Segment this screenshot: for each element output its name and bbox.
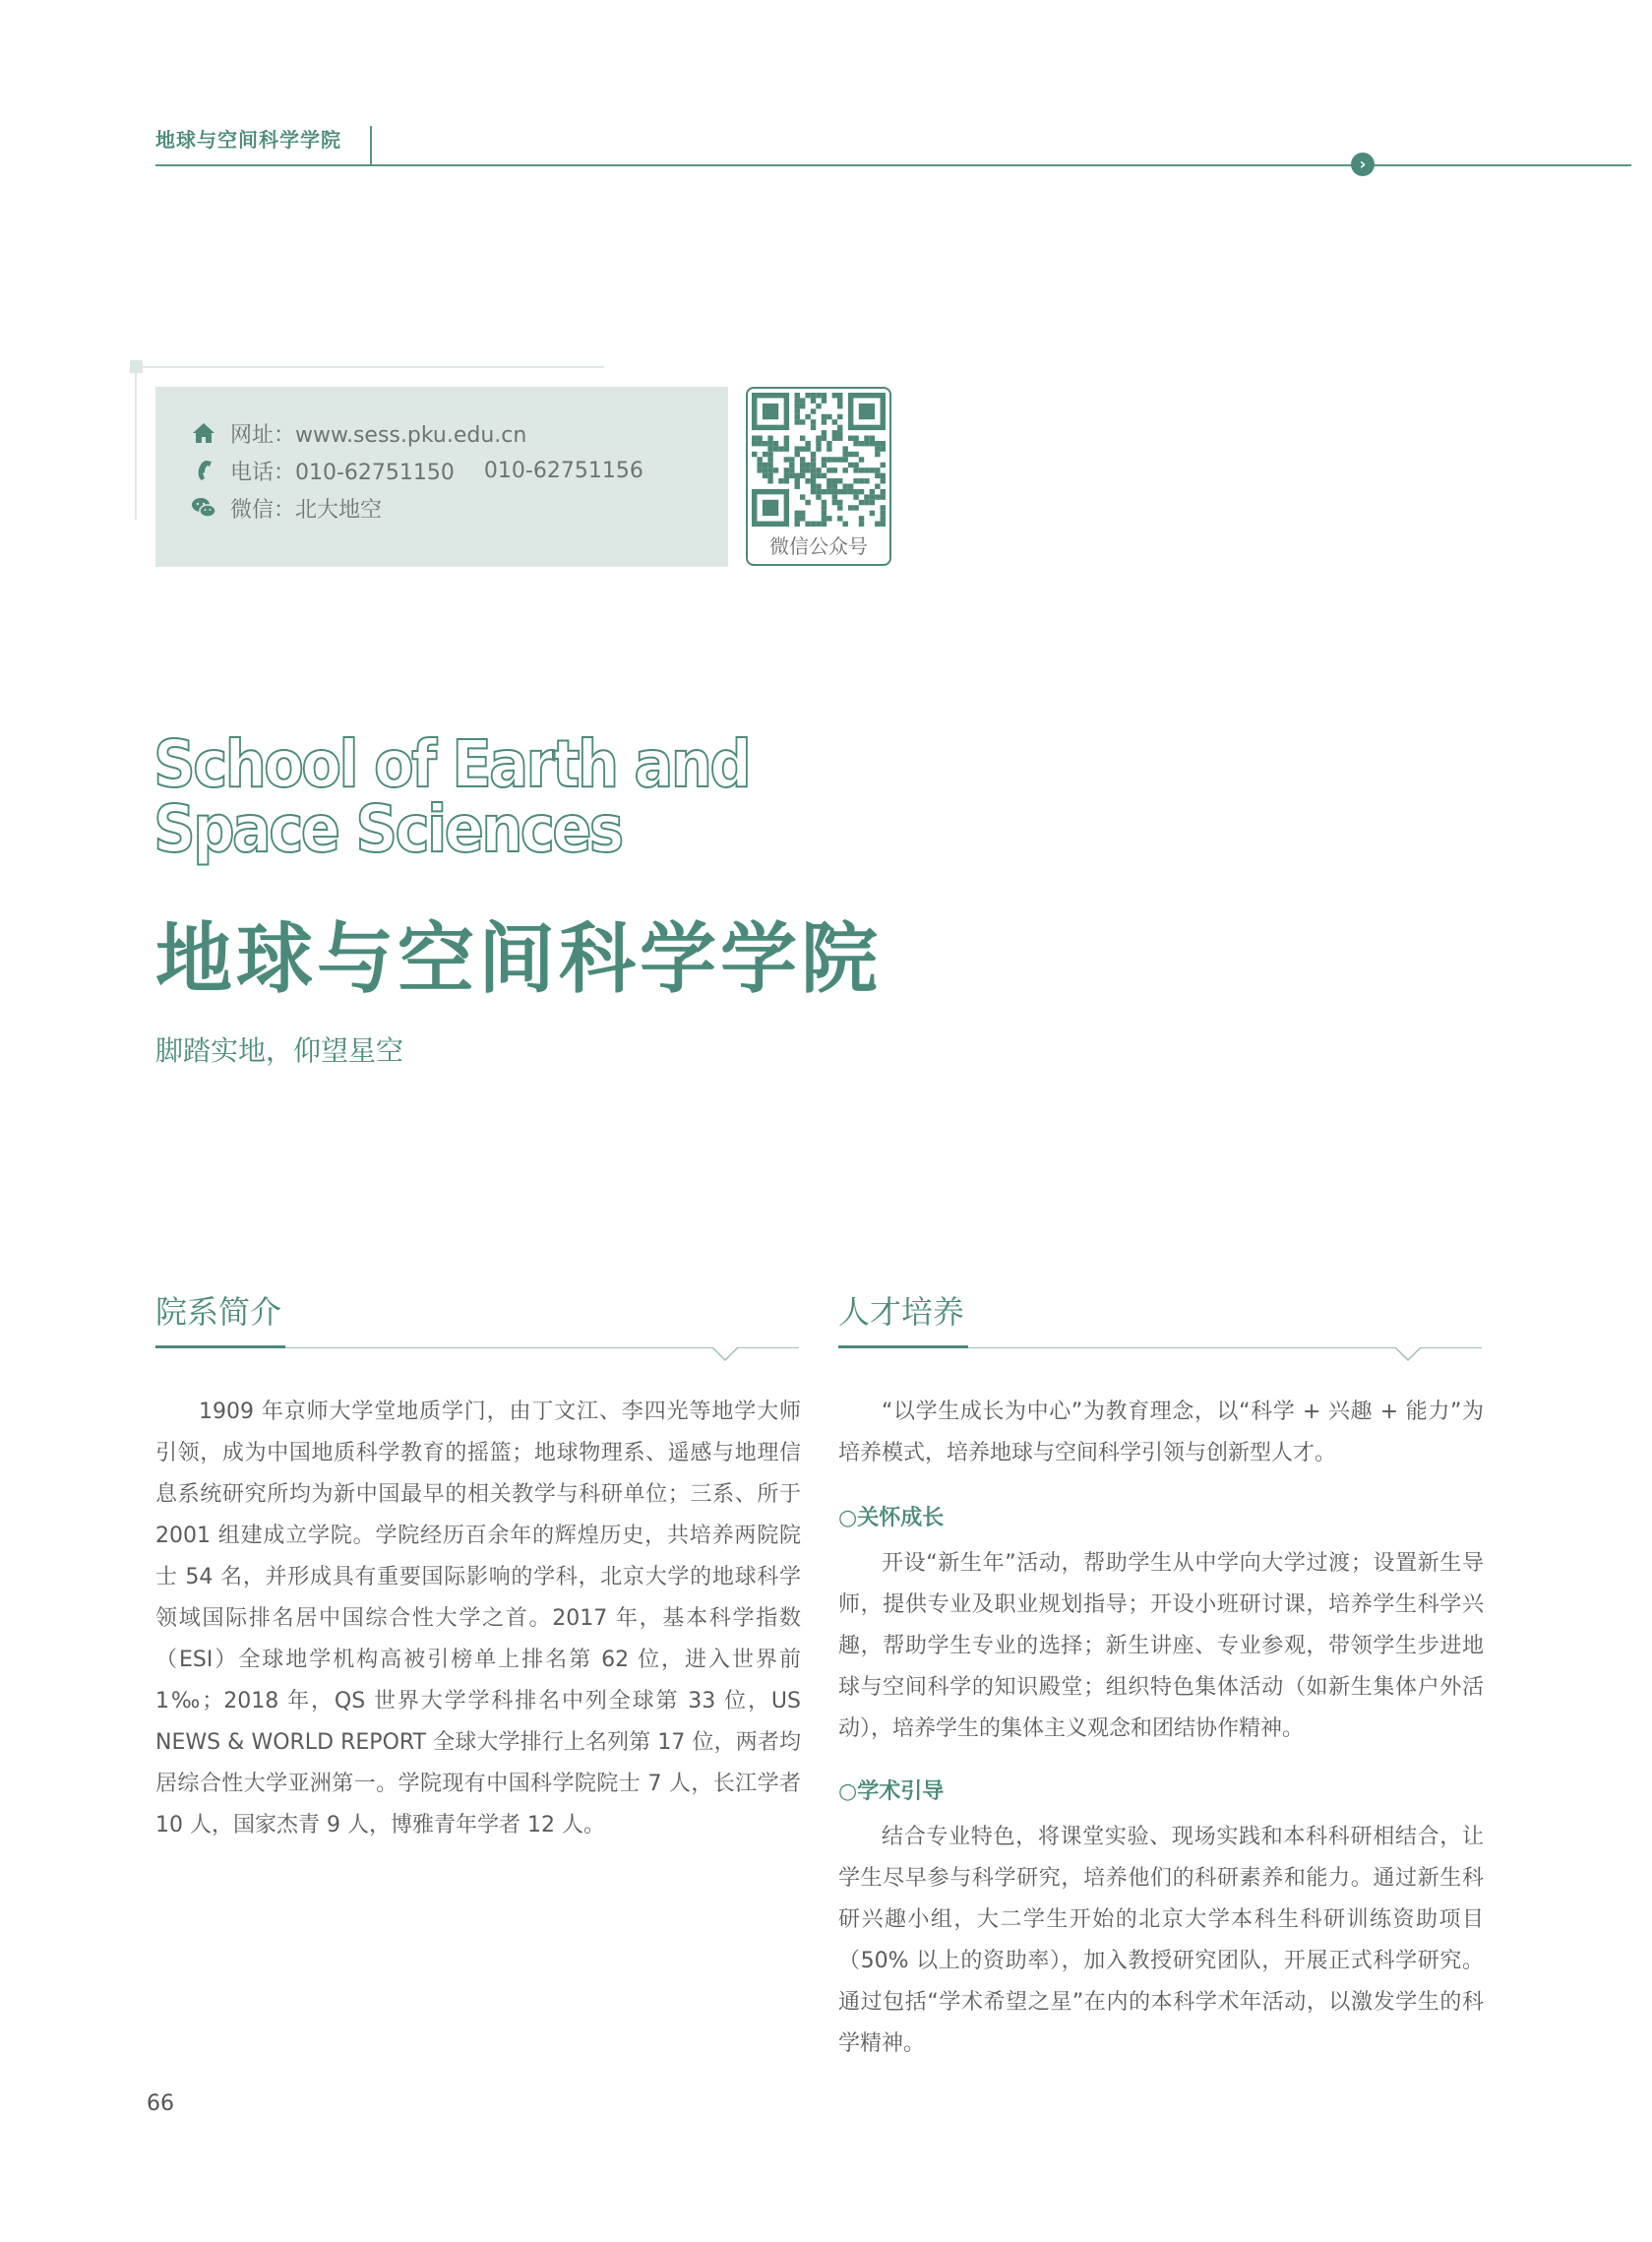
header-rule [155, 164, 1631, 166]
subheading-care-growth: ○关怀成长 [838, 1506, 945, 1530]
qr-code[interactable] [752, 393, 886, 527]
section-heading-intro: 院系简介 [155, 1293, 282, 1331]
english-title-line1: School of Earth and [153, 726, 750, 802]
contact-phone-primary: 电话：010-62751150 [230, 460, 455, 485]
contact-phone-row [191, 456, 643, 485]
wechat-icon [191, 495, 216, 521]
phone-icon [191, 458, 216, 483]
intro-paragraph: 1909 年京师大学堂地质学门，由丁文江、李四光等地学大师引领，成为中国地质科学教育的摇篮；地球物理系、遥感与地理信息系统研究所均为新中国最早的相关教学与科研单位；三系、所于 2001 组建成立学院。学院经历百余年的辉煌历史，共培养两院院士 54 名，并形成具有重要国际影响的学科，北京大学的地球科学领域国际排名居中国综合性大学之首。2017 年，基本科学指数（ESI）全球地学机构高被引榜单上排名第 62 位，进入世界前 1‰；2018 年，QS 世界大学学科排名中列全球第 33 位，US NEWS & WORLD REPORT 全球大学排行上名列第 17 位，两者均居综合性大学亚洲第一。学院现有中国科学院院士 7 人，长江学者 10 人，国家杰青 9 人，博雅青年学者 12 人。 [155, 1400, 801, 1837]
contact-website-row [191, 418, 526, 448]
header-divider [370, 126, 372, 165]
qr-code-label: 微信公众号 [769, 534, 868, 558]
page-number: 66 [147, 2091, 174, 2116]
subheading-academic-guidance: ○学术引导 [838, 1779, 945, 1804]
english-title [153, 726, 750, 867]
section-notch-talent [1395, 1347, 1421, 1361]
contact-website[interactable]: 网址：www.sess.pku.edu.cn [230, 422, 527, 448]
home-icon [191, 420, 216, 446]
talent-intro-paragraph: “以学生成长为中心”为教育理念，以“科学 + 兴趣 + 能力”为培养模式，培养地球与空间科学引领与创新型人才。 [838, 1400, 1484, 1465]
english-title-line2: Space Sciences [153, 791, 622, 867]
contact-wechat: 微信：北大地空 [230, 497, 383, 523]
section-notch-intro [712, 1347, 738, 1361]
care-growth-paragraph: 开设“新生年”活动，帮助学生从中学向大学过渡；设置新生导师，提供专业及职业规划指导；开设小班研讨课，培养学生科学兴趣，帮助学生专业的选择；新生讲座、专业参观，带领学生步进地球与空间科学的知识殿堂；组织特色集体活动（如新生集体户外活动），培养学生的集体主义观念和团结协作精神。 [838, 1551, 1484, 1741]
contact-box [155, 387, 728, 567]
contact-wechat-row [191, 493, 382, 523]
section-rule-accent-intro [155, 1345, 285, 1348]
academic-guidance-paragraph: 结合专业特色，将课堂实验、现场实践和本科科研相结合，让学生尽早参与科学研究，培养他们的科研素养和能力。通过新生科研兴趣小组，大二学生开始的北京大学本科生科研训练资助项目（50% 以上的资助率），加入教授研究团队，开展正式科学研究。通过包括“学术希望之星”在内的本科学术年活动，以激发学生的科学精神。 [838, 1825, 1484, 2056]
section-rule-accent-talent [838, 1345, 968, 1348]
chevron-right-icon: › [1351, 153, 1375, 176]
chinese-title: 地球与空间科学学院 [155, 915, 883, 1004]
qr-code-card [746, 387, 891, 566]
corner-decoration [130, 360, 143, 373]
header-school-name: 地球与空间科学学院 [155, 128, 341, 152]
tagline: 脚踏实地，仰望星空 [155, 1034, 404, 1067]
section-heading-talent: 人才培养 [838, 1293, 965, 1331]
contact-phone-secondary: 010-62751156 [483, 458, 643, 483]
